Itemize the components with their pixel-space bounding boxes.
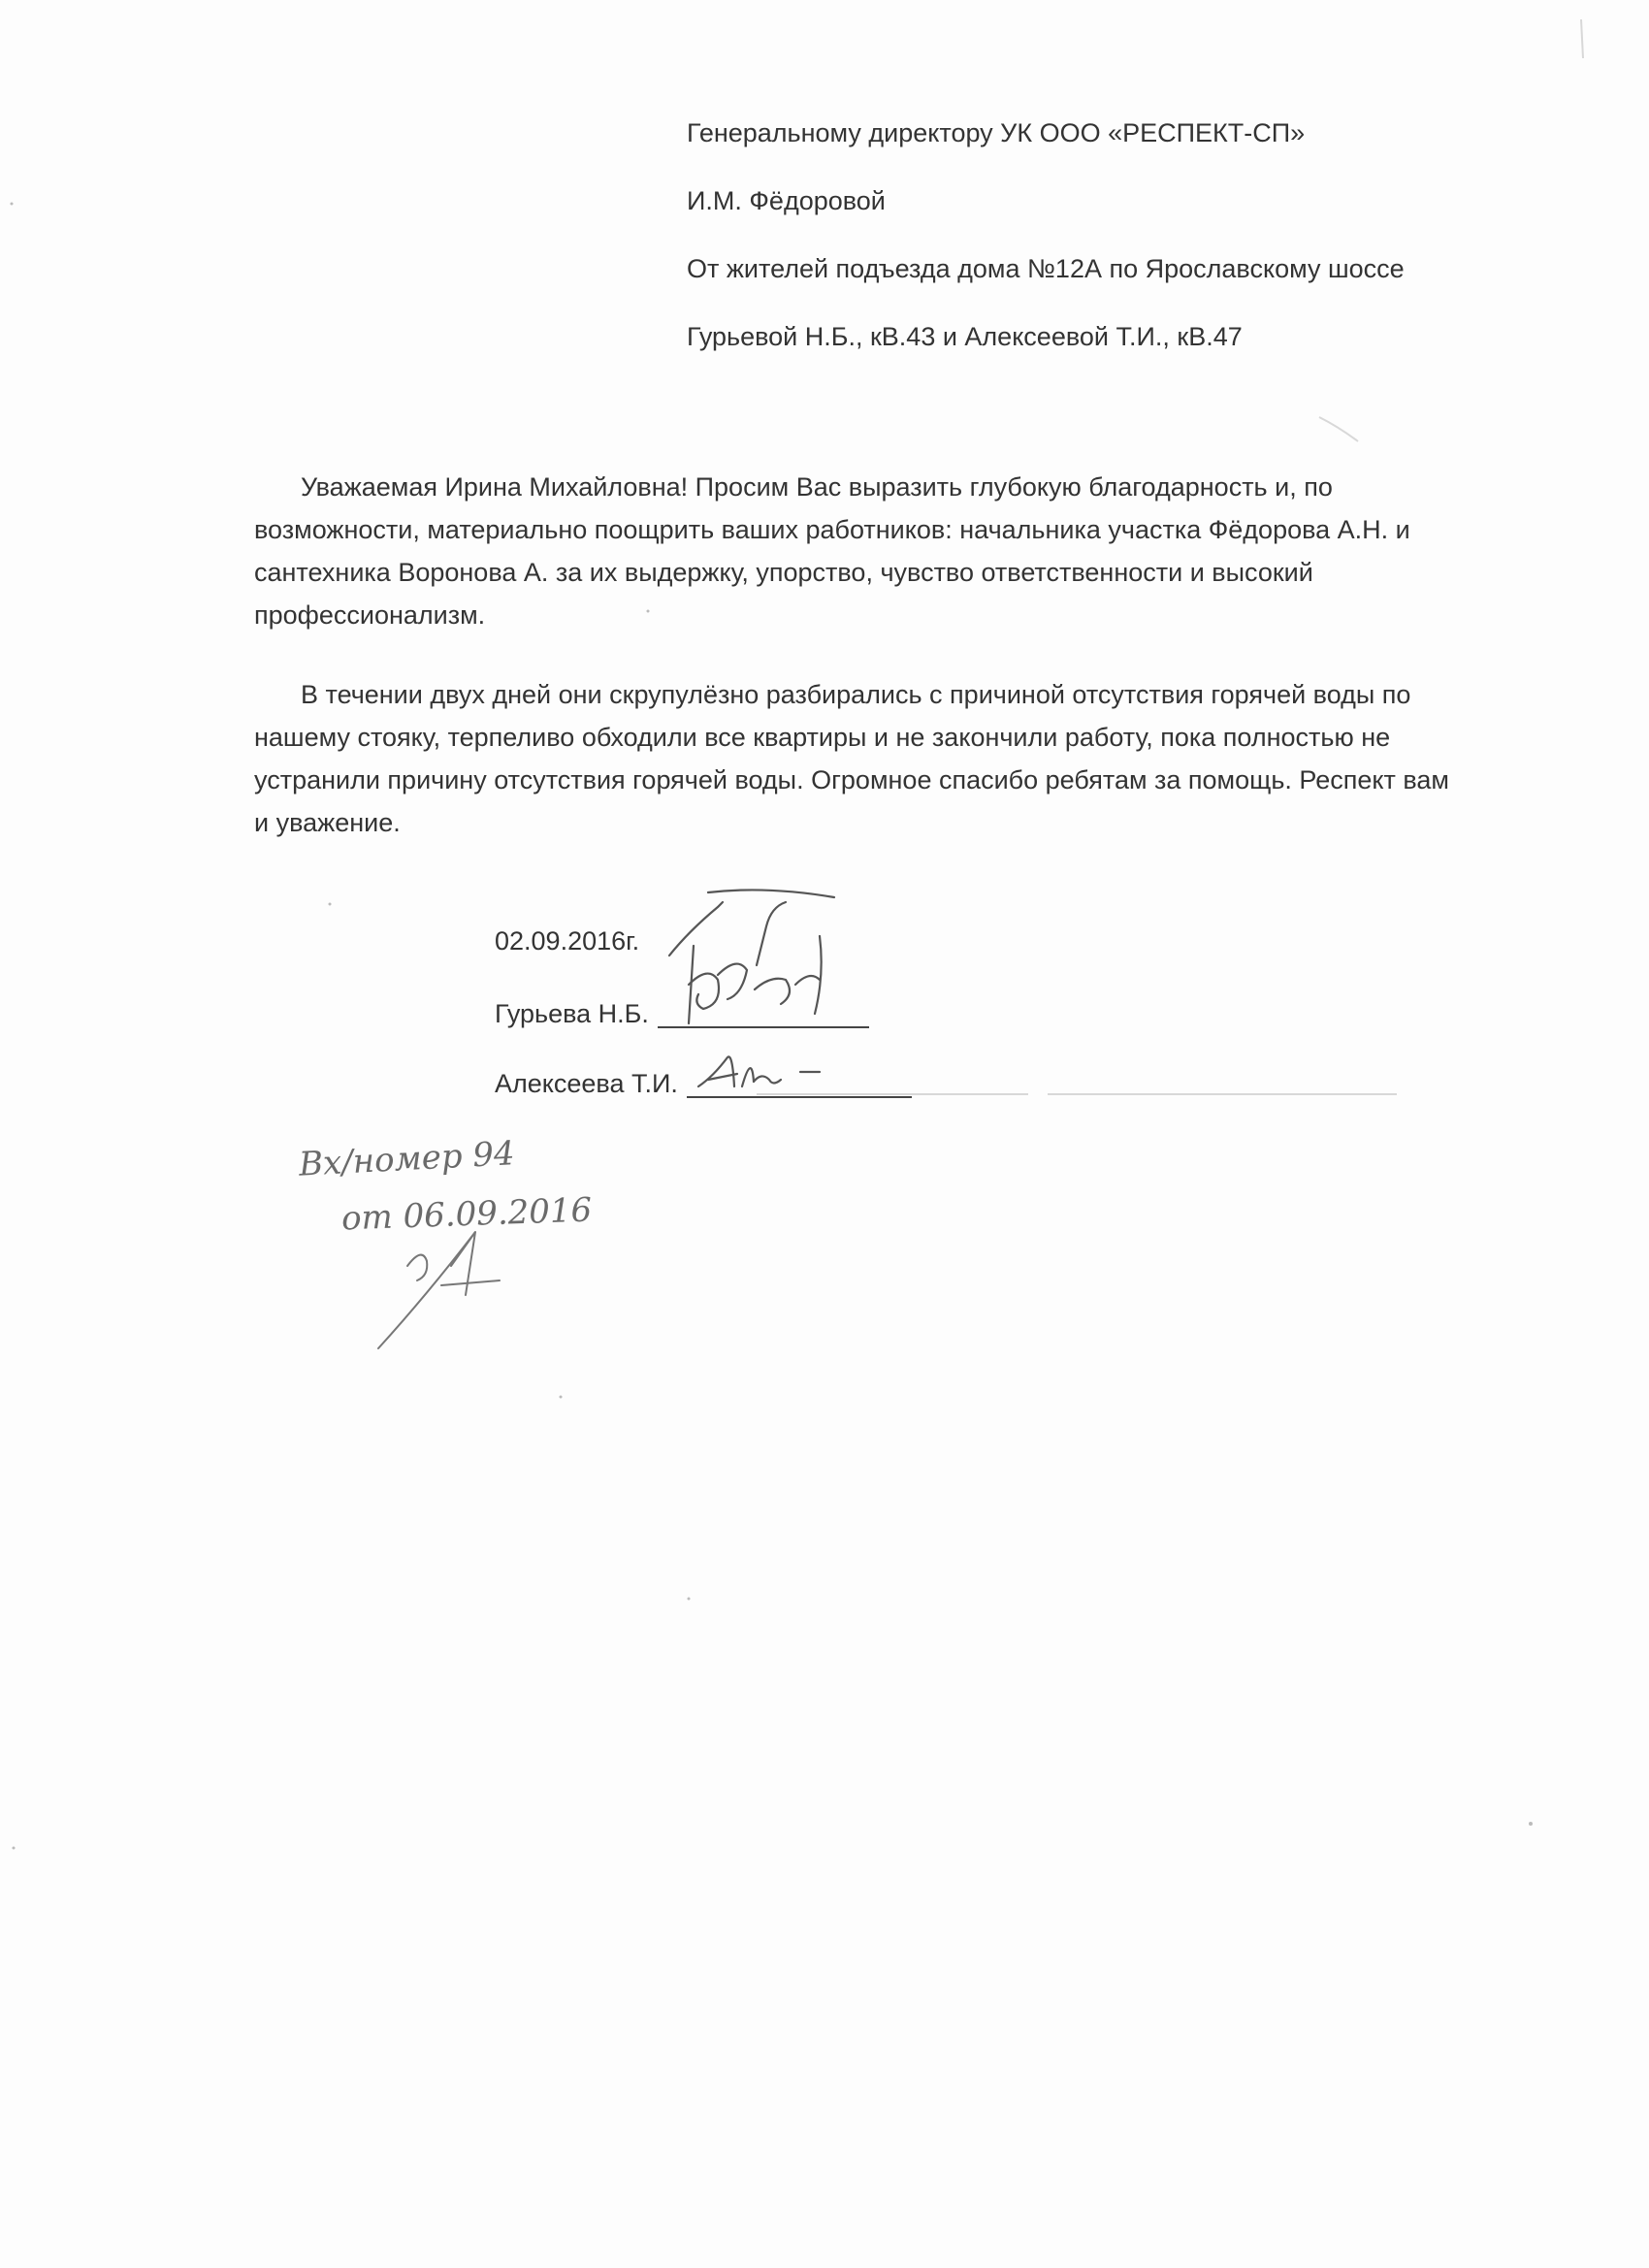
registration-initials-image [369,1227,534,1353]
addressee-name: И.М. Фёдоровой [687,186,886,215]
sender-info: От жителей подъезда дома №12А по Ярославскому шоссе [687,254,1405,283]
addressee-title: Генеральному директору УК ООО «РЕСПЕКТ-СП» [687,118,1306,147]
body-paragraph-1: Уважаемая Ирина Михайловна! Просим Вас выразить глубокую благодарность и, по возможности, материально поощрить ваших работников: начальника участка Фёдорова А.Н. и сантехника Воронова А. за их выдержку, упорство, чувство ответственности и высокий профессионализм. [254,472,1410,630]
registration-number: Вх/номер 94 [298,1134,516,1184]
letter-body [254,466,1467,881]
registration-date: от 06.09.2016 [340,1190,593,1239]
sender-names: Гурьевой Н.Б., кВ.43 и Алексеевой Т.И., кВ.47 [687,322,1243,351]
addressee-block [687,116,1560,388]
body-paragraph-2: В течении двух дней они скрупулёзно разбирались с причиной отсутствия горячей воды по нашему стояку, терпеливо обходили все квартиры и не закончили работу, пока полностью не устранили причину отсутствия горячей воды. Огромное спасибо ребятам за помощь. Респект вам и уважение. [254,680,1449,837]
signature-1-image [650,888,873,1033]
signer-2-name: Алексеева Т.И. [495,1069,678,1098]
signer-1-name: Гурьева Н.Б. [495,999,649,1028]
signature-2-image [694,1043,849,1111]
letter-date: 02.09.2016г. [495,926,640,956]
